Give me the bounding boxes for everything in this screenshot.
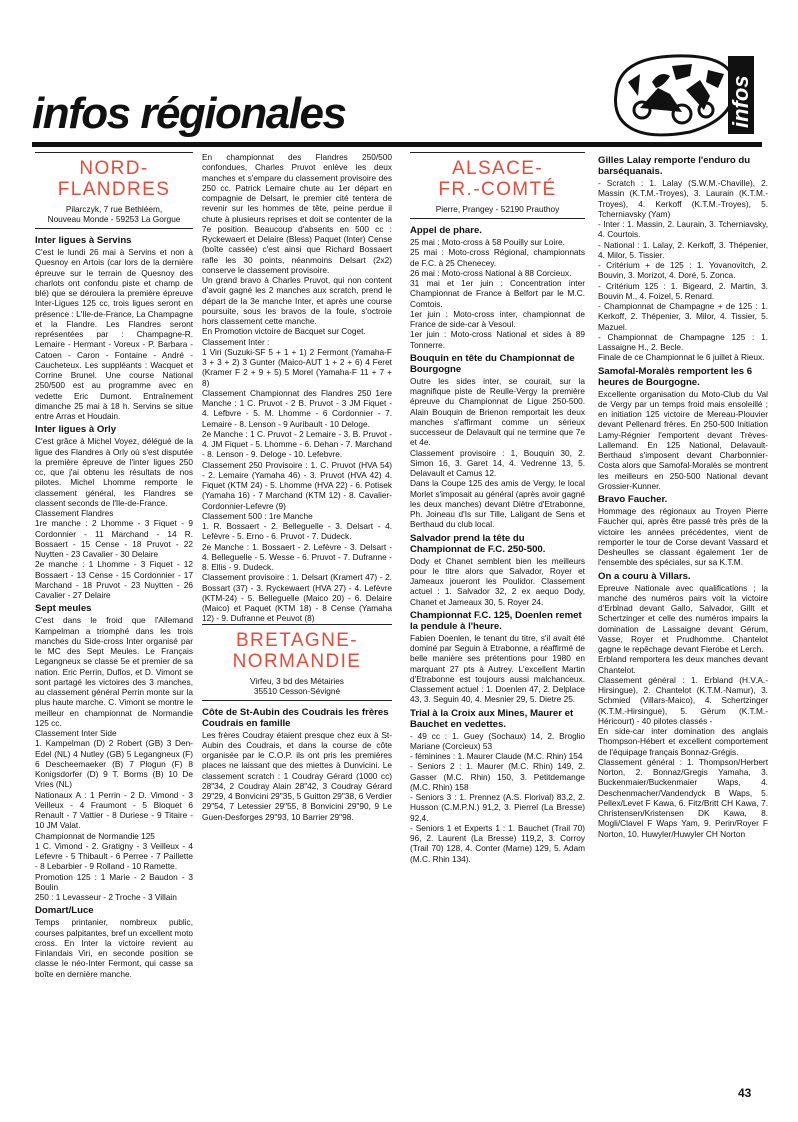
article-heading: Gilles Lalay remporte l'enduro du barséquanais. bbox=[598, 155, 751, 177]
article-paragraph: C'est grâce à Michel Voyez, délégué de la ligue des Flandres à Orly où s'est disputée la première épreuve de l'inter ligues 250 cc, que j'ai obtenu les résultats de nos pilotes. Michel Lhomme remporte le classement général, les Flandres se classent seconds de l'Ile-de-France. bbox=[35, 436, 193, 508]
article-paragraph: - Seniors 1 et Experts 1 : 1. Bauchet (Trail 70) 96, 2. Laurent (La Bresse) 119,2, 3. Corroy (Trail 70) 128, 4. Conter (Marne) 129, 5. Adam (M.C. Rhin 134). bbox=[410, 822, 585, 864]
article-heading: Bravo Faucher. bbox=[598, 494, 668, 505]
article-paragraph: Les frères Coudray étaient presque chez eux à St-Aubin des Coudrais, et dans la course de côte organisée par le C.O.P. ils ont pris les premières places ne laissant que des miettes à Dunvicini. Le classement scratch : 1 Coudray Gérard (1000 cc) 28"34, 2 Coudray Alain 28"42, 3 Coudray Gérard 29"29, 4 Bonvicini 29"35, 5 Guitton 29"38, 6 Verdier 29"54, 7 Letessier 29"55, 8 Bonvicini 29"90, 9 Le Guen-Desforges 29"93, 10 Barrier 29"98. bbox=[202, 729, 392, 822]
article-paragraph: 2e Manche : 1 C. Pruvot - 2 Lemaire - 3. B. Pruvot - 4. JM Fiquet - 5. Lhomme - 6. Dehan - 7. Marchand - 8. Lenson - 9. Deloge - 10. Lefebvre. bbox=[202, 428, 392, 460]
title-rule bbox=[32, 142, 762, 147]
article-paragraph: - Inter : 1. Massin, 2. Laurain, 3. Tcherniavsky, 4. Courtois. bbox=[598, 219, 768, 240]
article-paragraph: - Championnat de Champagne 125 : 1. Lassaigne H., 2. Becle. bbox=[598, 331, 768, 352]
article-paragraph: - Seniors 2 : 1. Maurer (M.C. Rhin) 149, 2. Gasser (M.C. Rhin) 150, 3. Petitdemange (M.C. Rhin) 158 bbox=[410, 761, 585, 792]
article-heading: Samofal-Moralès remportent les 6 heures de Bourgogne. bbox=[598, 365, 753, 388]
region-name: BRETAGNE- NORMANDIE bbox=[232, 629, 362, 672]
logo-text: infos bbox=[728, 75, 753, 128]
region-header bbox=[202, 624, 392, 701]
article-paragraph: Outre les sides inter, se courait, sur la magnifique piste de Reulle-Vergy la première épreuve du Championnat de Ligue 250-500. Alain Bouquin de Brienon remportait les deux manches s'affirmant comme un sérieux successeur de Delavault qui ne termine que 7e et 4e. bbox=[410, 375, 585, 448]
article-paragraph: 1. Kampelman (D) 2 Robert (GB) 3 Den-Edel (NL) 4 Nutley (GB) 5 Legangneux (F) 6 Descheemaeker (B) 7 Plogun (F) 8 Konigsdorfer (D) 9 T. Borms (B) 10 De Vries (NL) bbox=[35, 738, 193, 790]
page-title: infos régionales bbox=[32, 89, 346, 138]
article-paragraph: En championnat des Flandres 250/500 confondues, Charles Pruvot enlève les deux manches et s'empare du classement provisoire des 250 cc. Patrick Lemaire chute au 1er départ en compagnie de Delsart, le premier cité tentera de revenir sur les hommes de tête, peine perdue il chute à plusieurs reprises et doit se contenter de la 7e position. Beaucoup d'absents en 500 cc : Ryckewaert et Delaire (Bless) Paquet (Inter) Cense (boîte cassée) c'est ainsi que Richard Bossaert rafle les 30 points, néanmoins Delsart (2x2) conserve le classement provisoire. bbox=[202, 152, 392, 275]
article-paragraph: Classement provisoire : 1, Bouquin 30, 2. Simon 16, 3. Garet 14, 4. Vedrenne 13, 5. Delavault et Camus 12. bbox=[410, 447, 585, 478]
infos-logo bbox=[612, 52, 762, 138]
article-paragraph: Promotion 125 : 1 Marie - 2 Baudon - 3 Boulin bbox=[35, 871, 193, 892]
article-paragraph: - Critérium 125 : 1. Bigeard, 2. Martin, 3. Bouvin M., 4. Foizel, 5. Renard. bbox=[598, 280, 768, 301]
article-paragraph: Classement 500 : 1re Manche bbox=[202, 510, 313, 521]
column-4 bbox=[598, 152, 768, 1087]
article-paragraph: 25 mai : Moto-cross à 58 Pouilly sur Loire. bbox=[410, 237, 565, 247]
region-address: Virfeu, 3 bd des Métairies 35510 Cesson-Sévigné bbox=[250, 675, 344, 696]
article-paragraph: C'est dans le froid que l'Allemand Kampelman a triomphé dans les trois manches du Side-cross Inter organisé par le MC des Sept Meules. Le Français Legangneux se classe 5e et premier de sa nation. Eric Perrin, Duflos, et D. Vimont se sont partagé les victoires des 3 manches, au classement général Perrin monte sur la plus haute marche. C. Vimont se montre le meilleur en championnat de Normandie 125 cc. bbox=[35, 615, 193, 728]
column-3 bbox=[410, 152, 585, 1087]
article-paragraph: - Critérium + de 125 : 1. Yovanovitch, 2. Bouvin, 3. Morizot, 4. Doré, 5. Zonca. bbox=[598, 260, 768, 281]
region-address: Pierre, Prangey - 52190 Prauthoy bbox=[435, 204, 560, 214]
article-paragraph: En Promotion victoire de Bacquet sur Coget. bbox=[202, 326, 366, 337]
article-paragraph: 1. R. Bossaert - 2. Belleguelle - 3. Delsart - 4. Lefèvre - 5. Erno - 6. Pruvot - 7. Dudeck. bbox=[202, 521, 392, 542]
article-heading: Domart/Luce bbox=[35, 905, 94, 917]
region-name: ALSACE- FR.-COMTÉ bbox=[438, 158, 557, 200]
article-paragraph: Temps printanier, nombreux public, courses palpitantes, bref un excellent moto cross. En Inter la victoire revient au Finlandais Viri, en seconde position se classe le néo-Inter Fermont, qui casse sa boîte en dernière manche. bbox=[35, 917, 193, 979]
article-heading: Côte de St-Aubin des Coudrais les frères Coudrais en famille bbox=[202, 706, 389, 729]
article-heading: On a couru à Villars. bbox=[598, 570, 691, 582]
article-paragraph: 1 Viri (Suzuki-SF 5 + 1 + 1) 2 Fermont (Yamaha-F 3 + 3 + 2) 3 Gunter (Maico-AUT 1 + 2 + 6) 4 Feret (Kramer F 2 + 9 + 5) 5 Morel (Yamaha-F 11 + 7 + 8) bbox=[202, 346, 392, 388]
region-address: Pilarczyk, 7 rue Bethléem, Nouveau Monde - 59253 La Gorgue bbox=[47, 204, 181, 224]
article-paragraph: 25 mai : Moto-cross Régional, championnats de F.C. à 25 Chenecey. bbox=[410, 247, 585, 268]
article-paragraph: Nationaux A : 1 Perrin - 2 D. Vimond - 3 Veilleux - 4 Fraumont - 5 Bloquet 6 Renault - 7 Vattier - 8 Duriese - 9 Titaire - 10 JM Valat. bbox=[35, 789, 193, 831]
region-header bbox=[35, 152, 193, 229]
article-heading: Sept meules bbox=[35, 603, 92, 615]
article-paragraph: 250 : 1 Levasseur - 2 Troche - 3 Villain bbox=[35, 892, 177, 902]
article-paragraph: Classement Inter Side bbox=[35, 728, 117, 738]
article-paragraph: C'est le lundi 26 mai à Servins et non à Quesnoy en Artois (car lors de la dernière épreuve sur le terrain de Quesnoy des charlots ont confondu piste et champ de blé) que se déroulera la première épreuve Inter-Ligues 125 cc, trois ligues seront en présence : L'Ile-de-France, La Champagne et la Flandre. Les Flandres seront représentées par : Champagne-R. Lemaire - Hermant - Voreux - P. Barbara - Catoen - Caron - Fontaine - André - Caucheteux. Les suppléants : Wacquet et Corrine Brunel. Une course National 250/500 est au programme avec en vedette Eric Dumont. Entraînement dimanche 25 mai à 18 h. Servins se situe entre Arras et Houdain. bbox=[35, 247, 193, 421]
article-heading: Championnat F.C. 125, Doenlen remet la pendule à l'heure. bbox=[410, 609, 582, 632]
article-paragraph: Finale de ce Championnat le 6 juillet à Rieux. bbox=[598, 352, 765, 363]
article-paragraph: Classement Championnat des Flandres 250 1ere Manche : 1 C. Pruvot - 2 B. Pruvot - 3 JM Fiquet - 4. Lefbvre - 5. M. Lhomme - 6 Cordonnier - 7. Lemaire - 8. Lenson - 9 Auribault - 10 Deloge. bbox=[202, 387, 392, 429]
region-name: NORD- FLANDRES bbox=[57, 158, 171, 200]
article-heading: Trial à la Croix aux Mines, Maurer et Bauchet en vedettes. bbox=[410, 707, 574, 730]
article-paragraph: Classement Inter : bbox=[202, 336, 270, 347]
article-paragraph: 2e Manche : 1. Bossaert - 2. Lefèvre - 3. Delsart - 4. Belleguelle - 5. Wesse - 6. Pruvot - 7. Dufranne - 8. Ellis - 9. Dudeck. bbox=[202, 541, 392, 572]
article-paragraph: Classement général : 1. Erbland (H.V.A.-Hirsingue), 2. Chantelot (K.T.M.-Namur), 3. Schmied (Villars-Maico), 4. Schertzinger (K.T.M.-Hirsingue), 5. Gérum (K.T.M.-Héricourt) - 40 pilotes classés - bbox=[598, 674, 768, 726]
article-paragraph: 1 C. Vimond - 2. Gratigny - 3 Veilleux - 4 Lefevre - 5 Thibault - 6 Perree - 7 Paillette - 8 Lebarbier - 9 Rolland - 10 Ramette. bbox=[35, 840, 193, 872]
article-paragraph: - féminines : 1. Maurer Claude (M.C. Rhin) 154 bbox=[410, 751, 583, 761]
article-paragraph: - Championnat de Champagne + de 125 : 1. Kerkoff, 2. Thépenier, 3. Milor, 4. Tissier, 5. Mazuel. bbox=[598, 301, 768, 332]
article-paragraph: Classement 250 Provisoire : 1. C. Pruvot (HVA 54) - 2. Lemaire (Yamaha 46) - 3. Pruvot (HVA 42) 4. Fiquet (KTM 24) - 5. Lhomme (HVA 22) - 6. Potisek (Yamaha 16) - 7 Marchand (KTM 12) - 8. Cavalier-Cordonnier-Lefevre (9) bbox=[202, 459, 392, 511]
article-paragraph: - Scratch : 1. Lalay (S.W.M.-Chaville), 2. Massin (K.T.M.-Troyes), 3. Laurain (K.T.M.-Troyes), 4. Kerkoff (K.T.M.-Troyes), 5. Tcherniavsky (Yam) bbox=[598, 178, 768, 219]
article-paragraph: Epreuve Nationale avec qualifications ; la manche des numéros pairs voit la victoire d'Erblnad devant Gallo, Salvador, Gillt et Schertzinger et celle des numéros impairs la domination de Lassaigne devant Gérum, Vasse, Royer et Prudhomme. Chantelot gagne le repêchage devant Fierobe et Lerch. bbox=[598, 582, 768, 654]
article-heading: Bouquin en tête du Championnat de Bourgogne bbox=[410, 352, 575, 375]
article-paragraph: Dans la Coupe 125 des amis de Vergy, le local Morlet s'imposait au général (après avoir gagné les deux manches) devant Diètre d'Etrabonne, Ph. Joineau d'Is sur Tille, Laligant de Sens et Berthaud du club local. bbox=[410, 478, 585, 530]
column-1 bbox=[35, 152, 193, 1087]
column-2 bbox=[202, 152, 392, 1087]
article-paragraph: 1re manche : 2 Lhomme - 3 Fiquet - 9 Cordonnier - 11 Marchand - 14 R. Bossaert - 15 Cense - 18 Pruvot - 22 Nuytten - 23 Cavalier - 30 Delaire bbox=[35, 518, 193, 559]
article-paragraph: - Seniors 3 : 1. Prennez (A.S. Florival) 83,2, 2. Husson (C.M.P.N.) 91,2, 3. Pierrel (La Bresse) 92,4. bbox=[410, 792, 585, 823]
article-paragraph: 1er juin : Moto-cross inter, championnat de France de side-car à Vesoul. bbox=[410, 308, 585, 329]
article-paragraph: Championnat de Normandie 125 bbox=[35, 830, 155, 841]
article-heading: Inter ligues à Orly bbox=[35, 424, 117, 436]
article-paragraph: En side-car inter domination des anglais Thompson-Hébert et excellent comportement de l'équipage français Bonnaz-Grégis. bbox=[598, 726, 768, 757]
region-header bbox=[410, 152, 585, 219]
article-heading: Appel de phare. bbox=[410, 225, 482, 236]
article-paragraph: - 49 cc : 1. Guey (Sochaux) 14, 2. Broglio Mariane (Corcieux) 53 bbox=[410, 730, 585, 751]
article-paragraph: 26 mai : Moto-cross National à 88 Corcieux. bbox=[410, 267, 572, 278]
article-heading: Inter ligues à Servins bbox=[35, 235, 132, 246]
article-paragraph: Hommage des régionaux au Troyen Pierre Faucher qui, après être passé très près de la victoire les années précédentes, vient de remporter le tour de Corse devant Vassard et Desheulles se classant également 1er de l'ensemble des spéciales, sur sa K.T.M. bbox=[598, 506, 768, 568]
article-paragraph: Dody et Chanet semblent bien les meilleurs pour le titre alors que Salvador, Royer et Jameaux joueront les Poulidor. Classement actuel : 1. Salvador 32, 2 ex aequo Dody, Chanet et Jameaux 30, 5. Royer 24. bbox=[410, 555, 585, 607]
article-paragraph: Classement provisoire : 1. Delsart (Kramert 47) - 2. Bossart (37) - 3. Ryckewaert (HVA 27) - 4. Lefèvre (KTM-24) - 5. Belleguelle (Maico 20) - 6. Delaire (Maico) et Paquet (KTM 18) - 8 Cense (Yamaha 12) - 9. Dufranne et Peuvot (8) bbox=[202, 572, 392, 624]
article-paragraph: 1er juin : Moto-cross National et sides à 89 Tonnerre. bbox=[410, 329, 585, 350]
article-paragraph: Excellente organisation du Moto-Club du Val de Vergy par un temps froid mais ensoleillé ; en initiation 125 victoire de Mereau-Plouvier devant Pellenard frères. En 250-500 Initiation Lamy-Régnier l'emportent devant Trèves-Lallemand. En 125 National, Delavault-Berthaud s'imposent devant Charbonnier-Costa alors que Samofal-Moralès se montrent les meilleurs en 250-500 National devant Grossier-Kunner. bbox=[598, 388, 768, 491]
article-paragraph: Un grand bravo à Charles Pruvot, qui non content d'avoir gagné les 2 manches aux scratch, prend le départ de la 3e manche Inter, et après une course poursuite, sous les bravos de la foule, s'octroie hors classement cette manche. bbox=[202, 275, 392, 326]
article-paragraph: Erbland remportera les deux manches devant Chantelot. bbox=[598, 654, 768, 675]
page-number: 43 bbox=[738, 1086, 752, 1100]
article-paragraph: 31 mai et 1er juin : Concentration inter Championnat de France à Belfort par le M.C. Comtois. bbox=[410, 278, 585, 309]
article-heading: Salvador prend la tête du Championnat de F.C. 250-500. bbox=[410, 532, 546, 555]
article-paragraph: Fabien Doenlen, le tenant du titre, s'il avait été dominé par Seguin à Etrabonne, a réaffirmé de belle manière ses prétentions pour 1980 en marquant 27 pts à Autrey. L'excellent Martin d'Etrabonne est toujours aussi malchanceux. Classement actuel : 1. Doenlen 47, 2. Delplace 43, 3. Seguin 40, 4. Mesnier 29, 5. Dietre 25. bbox=[410, 632, 585, 705]
article-paragraph: - National : 1. Lalay, 2. Kerkoff, 3. Thépenier, 4. Milor, 5. Tissier. bbox=[598, 239, 768, 260]
article-paragraph: Classement général : 1. Thompson/Herbert Norton, 2. Bonnaz/Gregis Yamaha, 3. Buckenmaier/Buckenmaier Waps, 4. Deschenmacher/Vandendyck B Waps, 5. Pellex/Levet F Kawa, 6. Fitz/Britt CH Kawa, 7. Christensen/Kristensen DK Kawa, 8. Mogli/Clavel F Waps Yam, 9. Perin/Royer F Norton, 10. Huwyler/Huwyler CH Norton bbox=[598, 756, 768, 839]
article-paragraph: 2e manche : 1 Lhomme - 3 Fiquet - 12 Bossaert - 13 Cense - 15 Cordonnier - 17 Marchand - 18 Pruvot - 23 Nuytten - 26 Cavalier - 27 Delaire bbox=[35, 559, 193, 600]
article-paragraph: Classement Flandres bbox=[35, 508, 114, 518]
